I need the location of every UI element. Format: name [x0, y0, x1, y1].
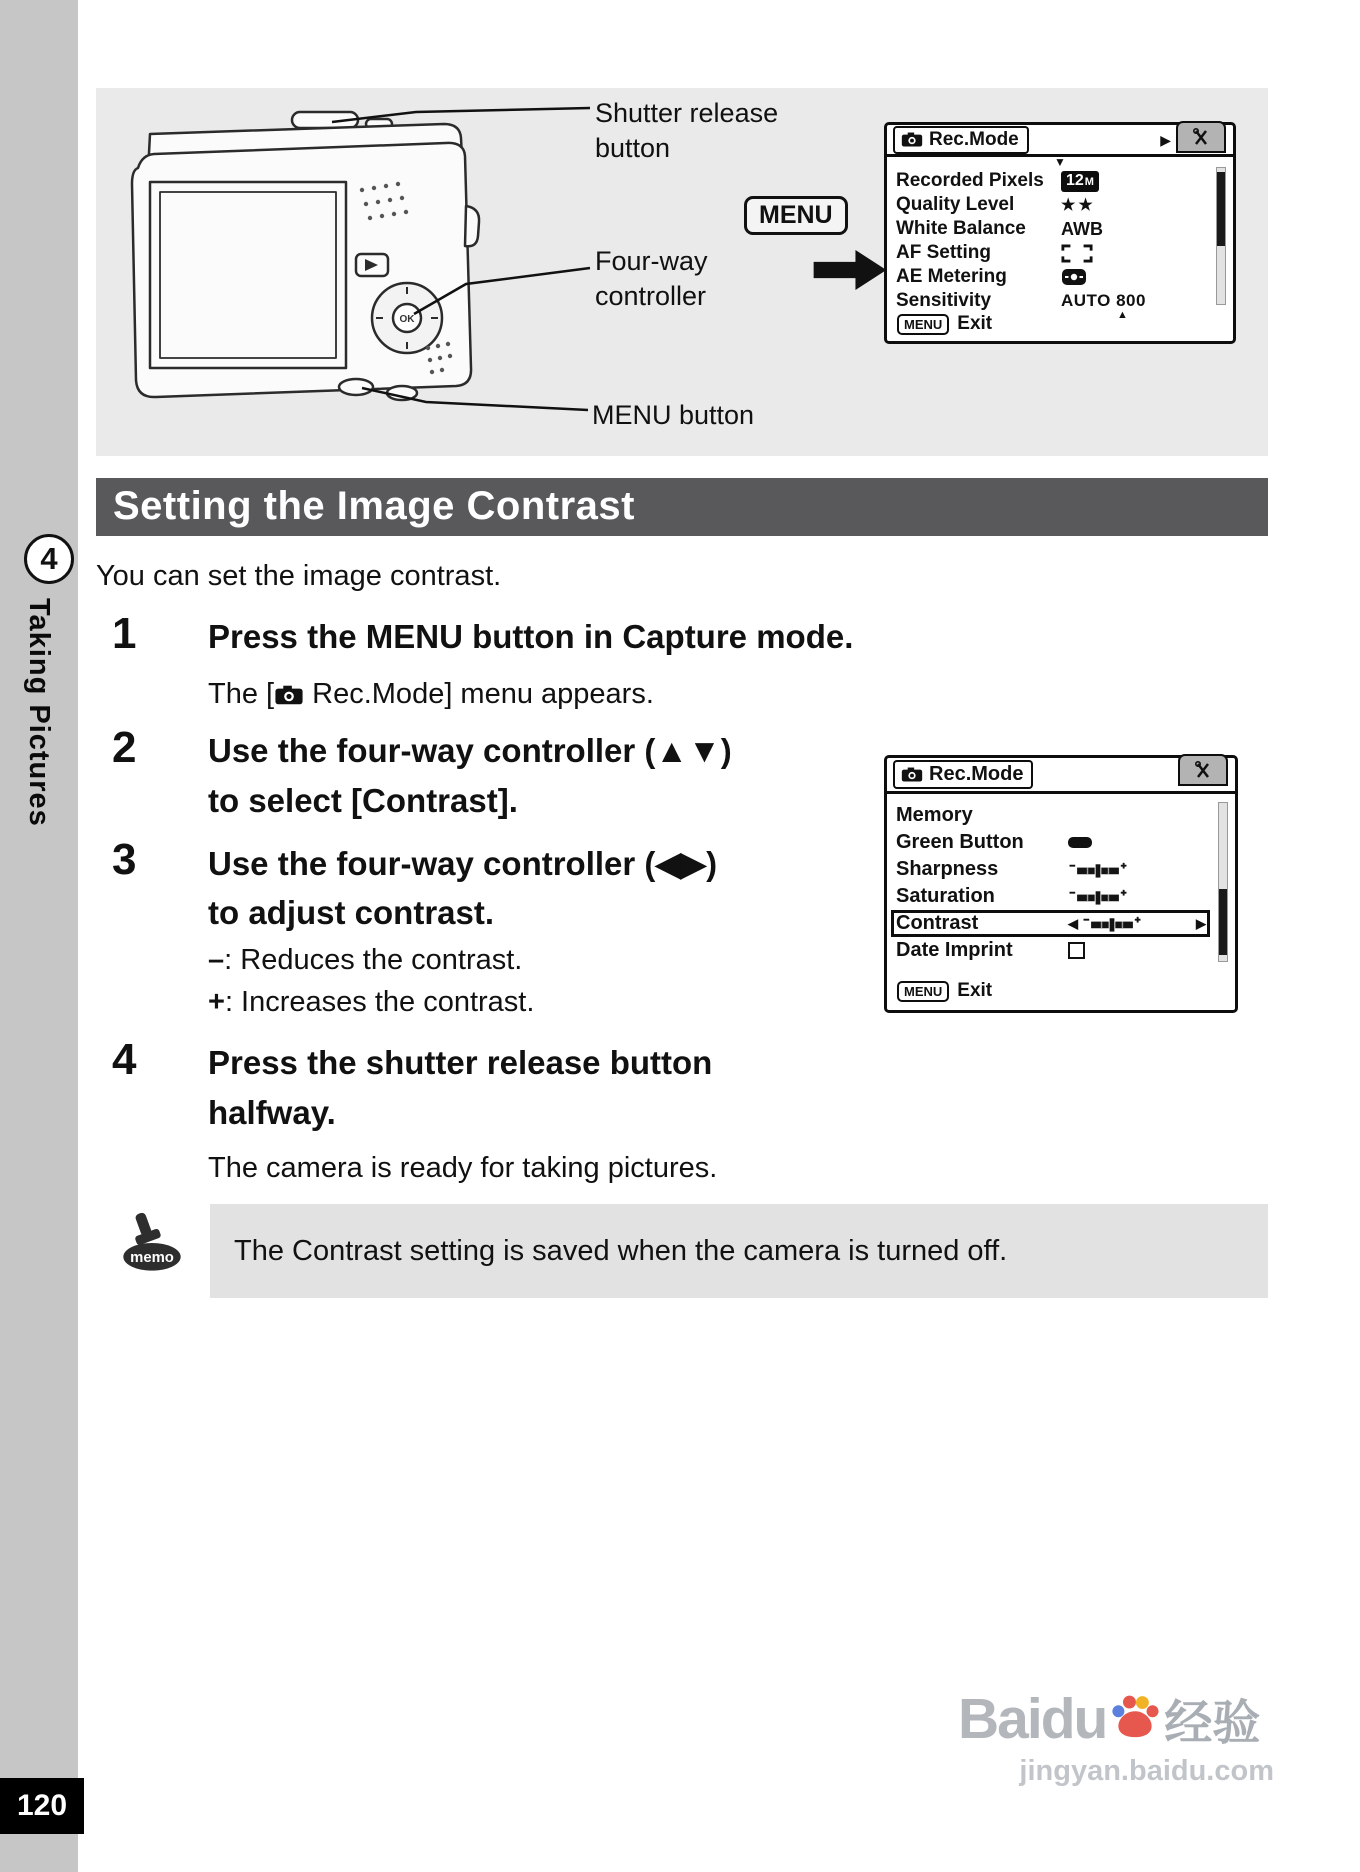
step-3-title-line2: to adjust contrast. — [208, 894, 495, 931]
menu-item-list — [896, 169, 1205, 313]
recorded-pixels-value-badge — [1061, 171, 1099, 192]
menu-item-label: Contrast — [896, 912, 979, 934]
menu-item-white-balance — [896, 217, 1205, 241]
adjust-right-arrow-icon: ▶ — [1196, 916, 1206, 931]
menu-item-recorded-pixels — [896, 169, 1205, 193]
menu-title-bar — [887, 758, 1235, 794]
rec-mode-tab — [893, 760, 1033, 789]
menu-item-contrast-selected — [891, 910, 1210, 937]
watermark-brand-row — [958, 1684, 1274, 1753]
menu-footer — [897, 313, 992, 335]
scrollbar — [1216, 167, 1226, 305]
menu-item-label: Recorded Pixels — [896, 170, 1044, 191]
scrollbar — [1218, 802, 1228, 962]
adjust-left-arrow-icon: ◀ — [1068, 916, 1078, 931]
watermark — [958, 1684, 1274, 1788]
section-title: Setting the Image Contrast — [96, 478, 1268, 536]
intro-text: You can set the image contrast. — [96, 560, 502, 592]
menu-item-saturation — [896, 883, 1207, 910]
camera-icon — [901, 767, 923, 782]
memo-stamp-icon — [118, 1212, 186, 1274]
green-button-icon — [1068, 837, 1092, 848]
slider-icon — [1068, 887, 1128, 906]
menu-item-af-setting — [896, 241, 1205, 265]
checkbox-unchecked-icon — [1068, 942, 1085, 959]
menu-item-label: Sharpness — [896, 858, 999, 880]
menu-item-quality-level — [896, 193, 1205, 217]
watermark-brand-suffix: 经验 — [1164, 1697, 1261, 1750]
menu-item-label: Green Button — [896, 831, 1024, 853]
plus-symbol: + — [208, 986, 225, 1018]
step-1-body-prefix: The [ — [208, 678, 275, 710]
step-4-title-line1: Press the shutter release button — [208, 1044, 713, 1081]
af-frame-icon — [1061, 244, 1093, 263]
plus-text: : Increases the contrast. — [224, 986, 535, 1018]
recorded-pixels-unit: M — [1084, 175, 1094, 188]
step-1-title: Press the MENU button in Capture mode. — [208, 618, 854, 655]
chapter-number-badge — [24, 534, 74, 584]
minus-text: : Reduces the contrast. — [224, 944, 523, 976]
rec-mode-tab — [893, 126, 1029, 154]
step-3-number: 3 — [112, 835, 137, 884]
menu-button-leader-line — [362, 388, 588, 410]
menu-item-label: Saturation — [896, 885, 995, 907]
menu-item-memory — [896, 802, 1207, 829]
watermark-brand: Baidu — [958, 1686, 1107, 1751]
menu-item-label: Sensitivity — [896, 290, 992, 311]
rec-mode-tab-label: Rec.Mode — [929, 763, 1024, 785]
watermark-url: jingyan.baidu.com — [1019, 1755, 1274, 1787]
menu-item-label: Date Imprint — [896, 939, 1013, 961]
scrollbar-thumb — [1217, 172, 1225, 246]
camera-icon — [274, 685, 304, 705]
tab-next-arrow-icon: ▶ — [1160, 131, 1171, 148]
shutter-leader-line — [332, 108, 590, 122]
camera-diagram-panel — [96, 88, 1268, 456]
menu-key-badge: MENU — [744, 196, 848, 235]
memo-icon-label: memo — [130, 1250, 174, 1267]
menu-item-sharpness — [896, 856, 1207, 883]
menu-button-label: MENU button — [592, 400, 755, 430]
tools-icon — [1191, 127, 1211, 147]
rec-mode-menu-screen-2 — [884, 755, 1238, 1013]
step-4-title-line2: halfway. — [208, 1094, 336, 1131]
sensitivity-value: AUTO 800 — [1061, 291, 1146, 310]
menu-item-green-button — [896, 829, 1207, 856]
rec-mode-menu-screen-1 — [884, 122, 1236, 344]
menu-item-ae-metering — [896, 265, 1205, 289]
baidu-paw-icon — [1109, 1691, 1161, 1739]
settings-tab — [1176, 121, 1226, 153]
step-1-body-suffix: Rec.Mode] menu appears. — [304, 678, 654, 710]
menu-key-label: MENU — [897, 981, 949, 1002]
camera-icon — [901, 132, 923, 147]
step-1-number: 1 — [112, 609, 137, 658]
menu-item-date-imprint — [896, 937, 1207, 964]
menu-item-label: White Balance — [896, 218, 1026, 239]
menu-item-label: Quality Level — [896, 194, 1015, 215]
rec-mode-tab-label: Rec.Mode — [929, 128, 1019, 150]
menu-item-list — [896, 802, 1207, 964]
white-balance-value: AWB — [1061, 218, 1103, 239]
page-number-box — [0, 1778, 84, 1834]
four-way-leader-line — [414, 268, 590, 314]
quality-level-stars: ★★ — [1061, 197, 1096, 214]
recorded-pixels-value: 12 — [1066, 171, 1084, 189]
sensitivity-caret-icon: ▲ — [1117, 309, 1128, 321]
settings-tab — [1178, 754, 1228, 786]
scroll-down-indicator: ▼ — [1054, 155, 1066, 169]
ok-button-label: OK — [399, 314, 415, 325]
step-4-body: The camera is ready for taking pictures. — [208, 1152, 718, 1184]
slider-icon — [1082, 914, 1142, 933]
menu-footer — [897, 980, 992, 1002]
chapter-number: 4 — [40, 541, 58, 576]
chapter-title: Taking Pictures — [23, 598, 55, 827]
memo-note — [210, 1204, 1268, 1298]
tools-icon — [1193, 760, 1213, 780]
menu-key-label: MENU — [897, 314, 949, 335]
shutter-release-label: Shutter release button — [595, 98, 779, 163]
step-2-title-line1: Use the four-way controller (▲▼) — [208, 732, 732, 769]
step-2-number: 2 — [112, 723, 137, 772]
four-way-controller-label: Four-way controller — [595, 246, 708, 311]
menu-item-sensitivity — [896, 289, 1205, 313]
center-weighted-metering-icon — [1061, 268, 1087, 286]
sidebar — [0, 0, 78, 1872]
step-3-plus-note — [208, 986, 534, 1019]
minus-symbol: – — [208, 944, 225, 976]
arrow-right-icon — [812, 250, 888, 290]
scrollbar-thumb — [1219, 889, 1227, 955]
page-number: 120 — [16, 1789, 68, 1822]
step-3-minus-note — [208, 944, 522, 977]
memo-text: The Contrast setting is saved when the camera is turned off. — [234, 1234, 1008, 1267]
menu-item-label: AF Setting — [896, 242, 991, 263]
step-4-number: 4 — [112, 1035, 137, 1084]
exit-label: Exit — [957, 313, 993, 334]
menu-item-label: Memory — [896, 804, 973, 826]
menu-item-label: AE Metering — [896, 266, 1007, 287]
step-1-body — [208, 678, 654, 711]
slider-icon — [1068, 860, 1128, 879]
step-3-title-line1: Use the four-way controller (◀▶) — [208, 845, 718, 882]
exit-label: Exit — [957, 980, 993, 1001]
menu-title-bar — [887, 125, 1233, 157]
step-2-title-line2: to select [Contrast]. — [208, 782, 518, 819]
